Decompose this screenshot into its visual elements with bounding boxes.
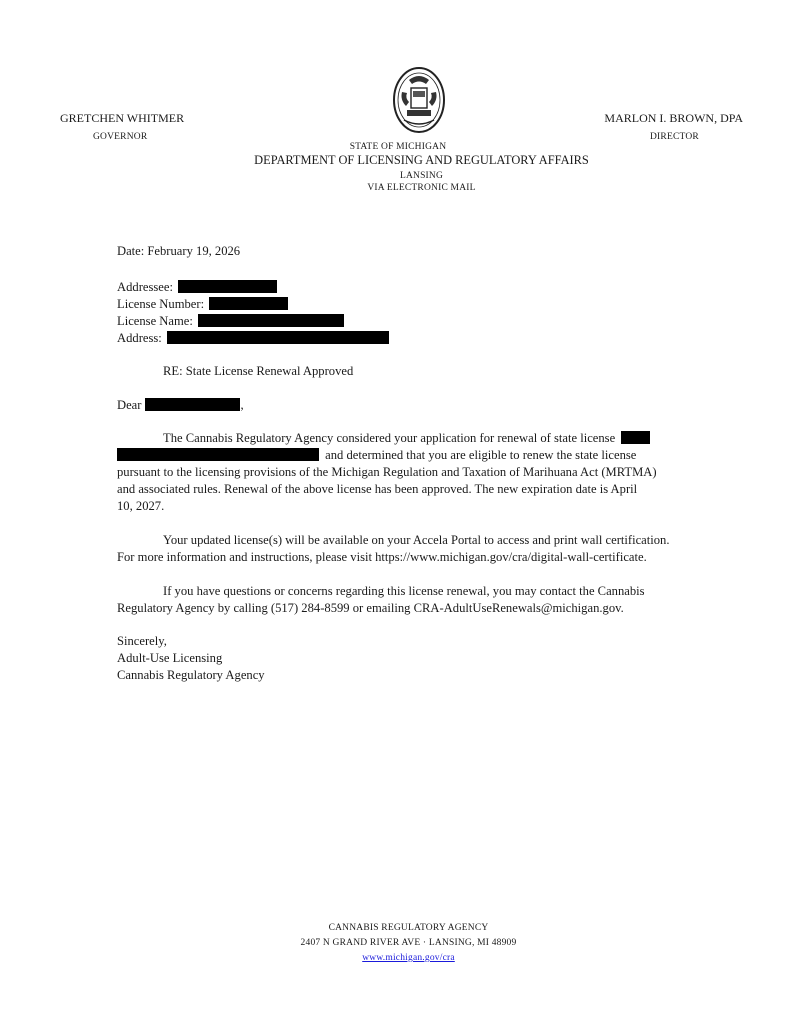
redaction-bar bbox=[621, 431, 650, 444]
paragraph-3-line-1: If you have questions or concerns regarding this license renewal, you may contact the Cannabis bbox=[163, 584, 645, 598]
michigan-state-seal-icon bbox=[392, 66, 446, 134]
footer-url-link[interactable]: www.michigan.gov/cra bbox=[362, 953, 455, 963]
redaction-bar bbox=[209, 297, 288, 310]
license-number-label: License Number: bbox=[117, 297, 205, 311]
signature-line-1: Adult-Use Licensing bbox=[117, 651, 223, 665]
address-label: Address: bbox=[117, 331, 162, 345]
closing: Sincerely, bbox=[117, 634, 167, 648]
paragraph-1-line-5: 10, 2027. bbox=[117, 499, 165, 513]
redaction-bar bbox=[167, 331, 389, 344]
director-name: MARLON I. BROWN, DPA bbox=[604, 111, 743, 125]
city-name: LANSING bbox=[399, 171, 444, 181]
re-line: RE: State License Renewal Approved bbox=[163, 364, 354, 378]
paragraph-3-line-2: Regulatory Agency by calling (517) 284-8599 or emailing CRA-AdultUseRenewals@michigan.gov. bbox=[117, 601, 624, 615]
license-number-line bbox=[117, 296, 288, 313]
redaction-bar bbox=[145, 398, 240, 411]
governor-name: GRETCHEN WHITMER bbox=[60, 111, 185, 125]
paragraph-1-line-3: pursuant to the licensing provisions of the Michigan Regulation and Taxation of Marihuana Act (MRTMA) bbox=[117, 465, 657, 479]
footer-address: 2407 N GRAND RIVER AVE · LANSING, MI 48909 bbox=[300, 938, 517, 948]
redaction-bar bbox=[178, 280, 277, 293]
salutation bbox=[117, 397, 244, 414]
address-line bbox=[117, 330, 389, 347]
salutation-text: Dear bbox=[117, 398, 142, 412]
redaction-bar bbox=[198, 314, 344, 327]
paragraph-2-line-1: Your updated license(s) will be available on your Accela Portal to access and print wall certification. bbox=[163, 533, 670, 547]
p1-line1-text: The Cannabis Regulatory Agency considered your application for renewal of state license bbox=[163, 431, 616, 445]
addressee-line bbox=[117, 279, 277, 296]
letter-date: Date: February 19, 2026 bbox=[117, 244, 241, 258]
addressee-label: Addressee: bbox=[117, 280, 173, 294]
license-name-line bbox=[117, 313, 344, 330]
governor-title: GOVERNOR bbox=[93, 132, 148, 142]
department-name: DEPARTMENT OF LICENSING AND REGULATORY AFFAIRS bbox=[254, 153, 589, 167]
footer-link-wrap bbox=[0, 953, 796, 963]
signature-line-2: Cannabis Regulatory Agency bbox=[117, 668, 265, 682]
p1-line2-text: and determined that you are eligible to renew the state license bbox=[325, 448, 637, 462]
salutation-comma: , bbox=[240, 398, 244, 412]
license-name-label: License Name: bbox=[117, 314, 193, 328]
paragraph-1-line-2 bbox=[117, 447, 636, 464]
delivery-method: VIA ELECTRONIC MAIL bbox=[367, 183, 476, 193]
footer-agency: CANNABIS REGULATORY AGENCY bbox=[328, 923, 489, 933]
director-title: DIRECTOR bbox=[650, 132, 699, 142]
paragraph-1-line-1 bbox=[163, 430, 650, 447]
paragraph-2-line-2: For more information and instructions, please visit https://www.michigan.gov/cra/digital-wall-certificate. bbox=[117, 550, 647, 564]
paragraph-1-line-4: and associated rules. Renewal of the above license has been approved. The new expiration date is April bbox=[117, 482, 638, 496]
state-name: STATE OF MICHIGAN bbox=[349, 142, 447, 152]
redaction-bar bbox=[117, 448, 319, 461]
